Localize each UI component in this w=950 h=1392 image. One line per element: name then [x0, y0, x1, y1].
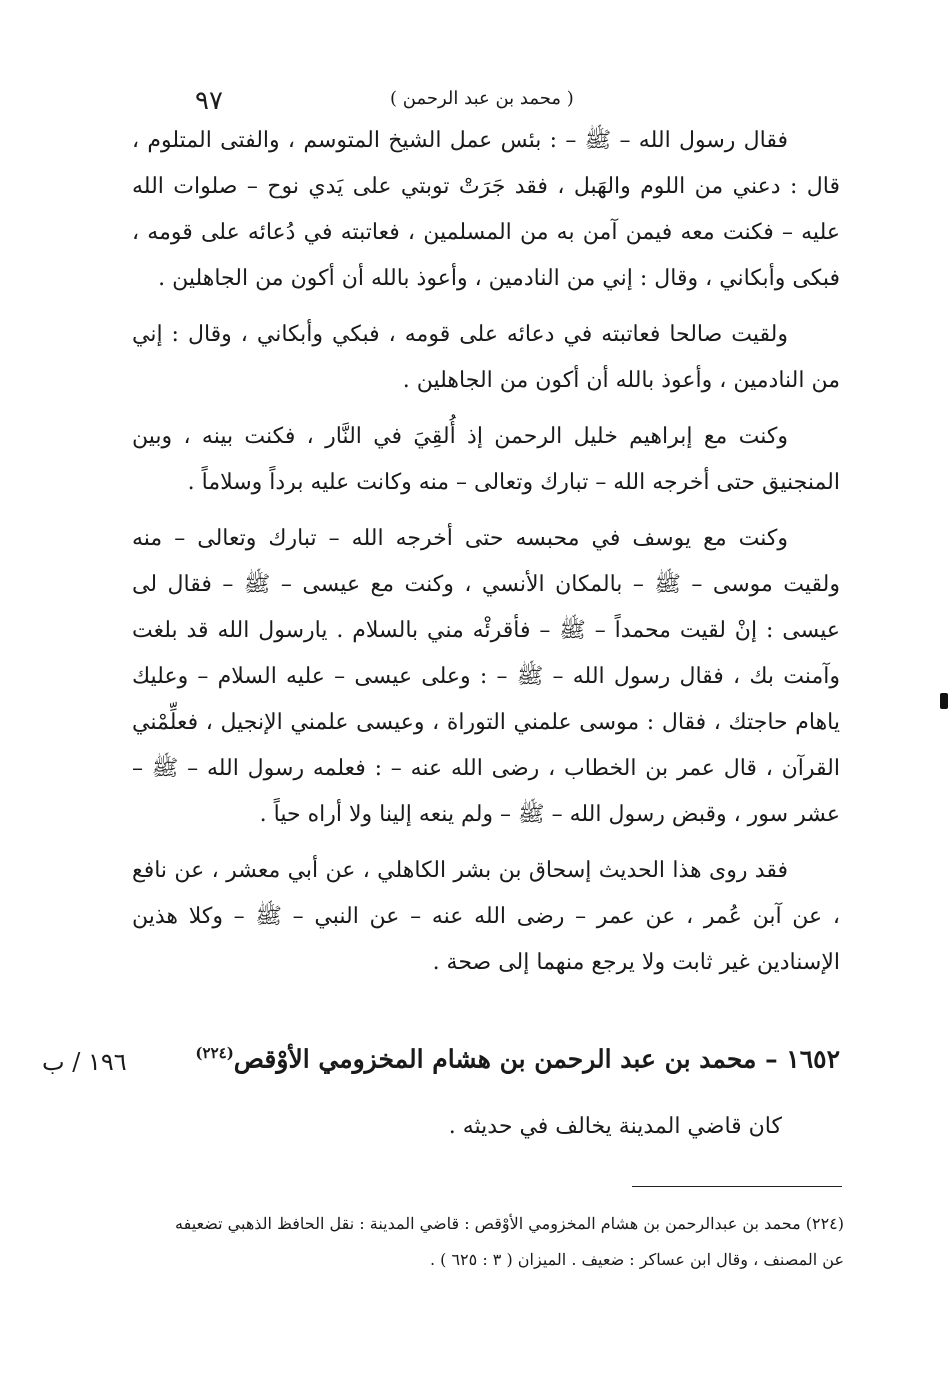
main-text — [132, 118, 840, 994]
footnote — [132, 1206, 844, 1278]
paragraph: ولقيت صالحا فعاتبته في دعائه على قومه ، فبكي وأبكاني ، وقال : إني من النادمين ، وأعوذ بالله أن أكون من الجاهلين . — [132, 322, 840, 393]
paragraph: فقال رسول الله – ﷺ – : بئس عمل الشيخ المتوسم ، والفتى المتلوم ، قال : دعني من اللوم والهَبل ، فقد جَرَتْ توبتي على يَدي نوح – صلوات الله عليه – فكنت معه فيمن آمن به من المسلمين ، فعاتبته في دُعائه على قومه ، فبكى وأبكاني ، وقال : إني من النادمين ، وأعوذ بالله أن أكون من الجاهلين . — [132, 128, 840, 291]
entry-heading-row — [40, 1044, 840, 1094]
footnote-line: (٢٢٤) محمد بن عبدالرحمن بن هشام المخزومي الأوْقص : قاضي المدينة : نقل الحافظ الذهبي تضعيفه — [175, 1214, 844, 1233]
footnote-line: عن المصنف ، وقال ابن عساكر : ضعيف . الميزان ( ٣ : ٦٢٥ ) . — [429, 1250, 844, 1269]
page-number: ٩٧ — [195, 86, 223, 116]
running-title: ( محمد بن عبد الرحمن ) — [390, 88, 574, 109]
entry-text: كان قاضي المدينة يخالف في حديثه . — [448, 1114, 782, 1139]
paragraph: فقد روى هذا الحديث إسحاق بن بشر الكاهلي ، عن أبي معشر ، عن نافع ، عن آبن عُمر ، عن عمر – رضى الله عنه – عن النبي – ﷺ – وكلا هذين الإسنادين غير ثابت ولا يرجع منهما إلى صحة . — [132, 858, 840, 975]
paragraph: وكنت مع إبراهيم خليل الرحمن إذ أُلقِيَ في النَّار ، فكنت بينه ، وبين المنجنيق حتى أخرجه الله – تبارك وتعالى – منه وكانت عليه برداً وسلاماً . — [132, 424, 840, 495]
footnote-reference: (٢٢٤) — [195, 1044, 234, 1062]
paragraph: وكنت مع يوسف في محبسه حتى أخرجه الله – تبارك وتعالى – منه ولقيت موسى – ﷺ – بالمكان الأنسي ، وكنت مع عيسى – ﷺ – فقال لى عيسى : إنْ لقيت محمداً – ﷺ – فأقرئْه مني بالسلام . يارسول الله قد بلغت وآمنت بك ، فقال رسول الله – ﷺ – : وعلى عيسى – عليه السلام – وعليك ياهام حاجتك ، فقال : موسى علمني التوراة ، وعيسى علمني الإنجيل ، فعلِّمْني القرآن ، قال عمر بن الخطاب ، رضى الله عنه – : فعلمه رسول الله – ﷺ – عشر سور ، وقبض رسول الله – ﷺ – ولم ينعه إلينا ولا أراه حياً . — [132, 526, 840, 827]
entry-heading — [195, 1044, 840, 1073]
entry-title: ١٦٥٢ – محمد بن عبد الرحمن بن هشام المخزومي الأوْقص — [233, 1044, 840, 1074]
footnote-divider — [632, 1186, 842, 1187]
margin-mark — [940, 693, 948, 709]
manuscript-folio-reference: ١٩٦ / ب — [42, 1048, 127, 1076]
page-header — [140, 80, 840, 120]
